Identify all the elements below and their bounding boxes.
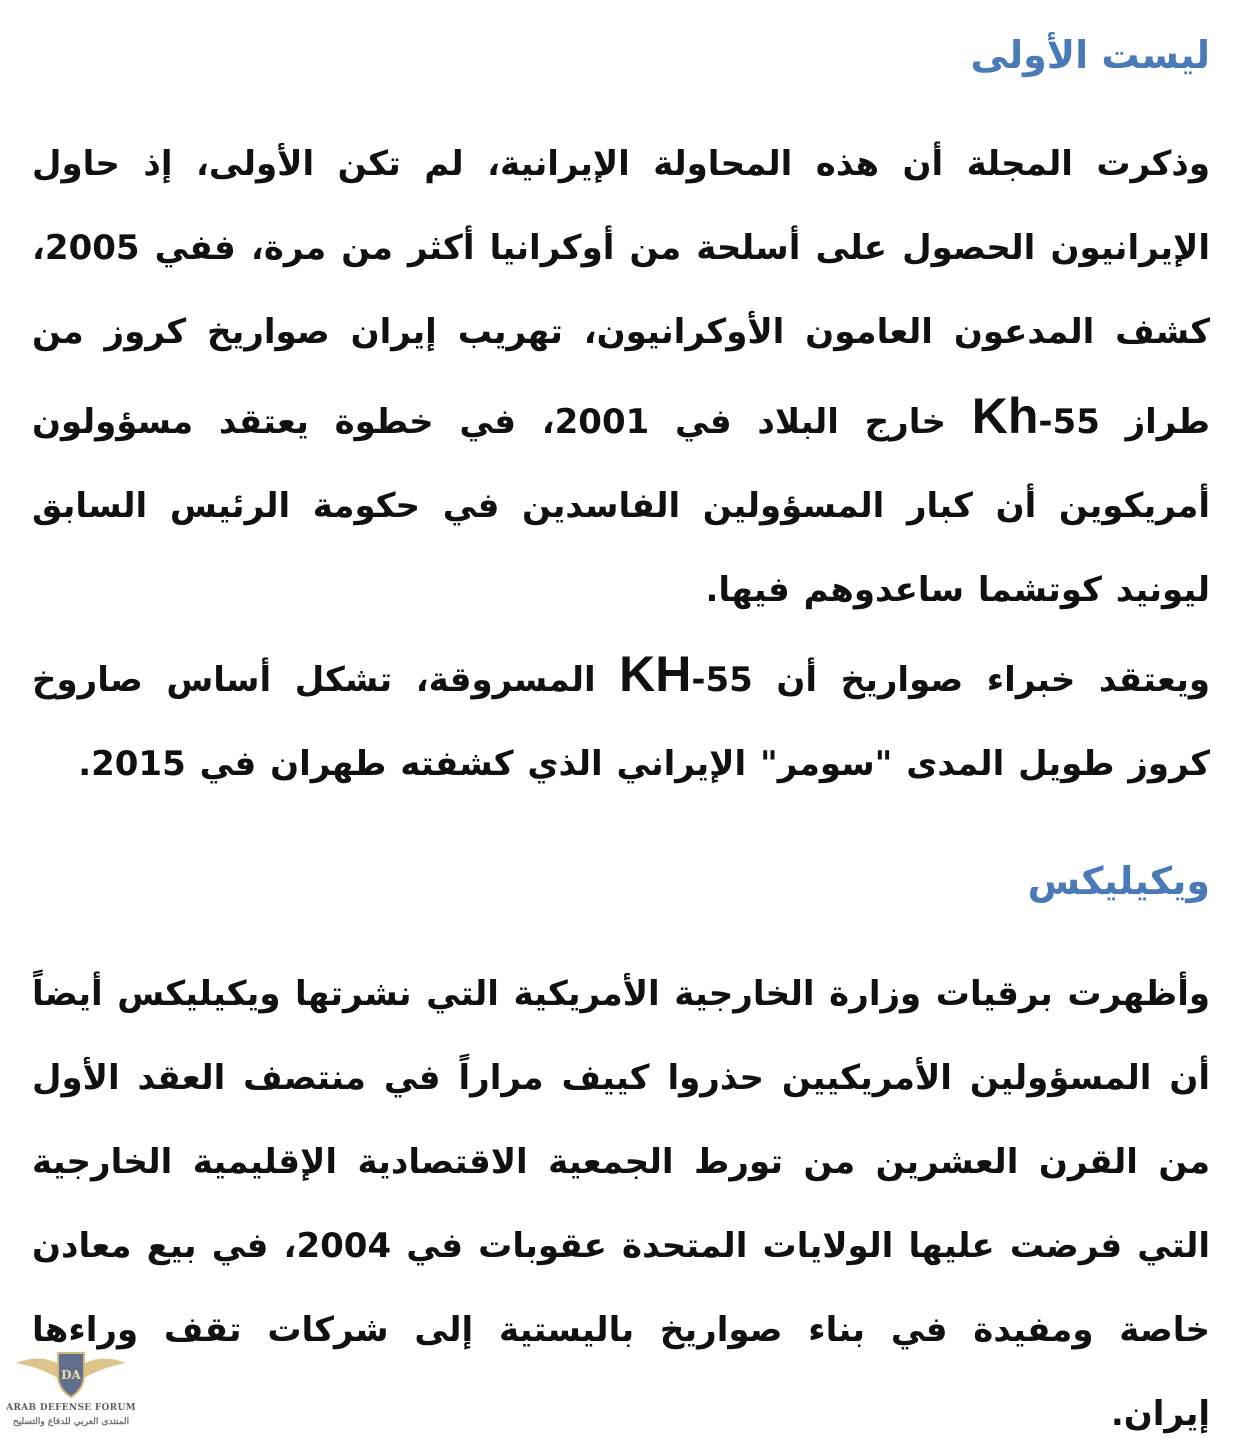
missile-code-kh-upper: KH (619, 646, 692, 702)
paragraph-1-text-b: خارج البلاد في 2001، في خطوة يعتقد مسؤولون أمريكوين أن كبار المسؤولين الفاسدين في حكومة الرئيس السابق ليونيد كوتشما ساعدوهم فيها. (32, 402, 1210, 610)
paragraph-2 (32, 632, 1210, 806)
paragraph-1-text-a: وذكرت المجلة أن هذه المحاولة الإيرانية، لم تكن الأولى، إذ حاول الإيرانيون الحصول على أسلحة من أوكرانيا أكثر من مرة، ففي 2005، كشف المدعون العامون الأوكرانيون، تهريب إيران صواريخ كروز من طراز 55- (32, 144, 1210, 442)
paragraph-2-text-b: المسروقة، تشكل أساس صاروخ كروز طويل المدى "سومر" الإيراني الذي كشفته طهران في 2015. (32, 660, 1210, 784)
paragraph-2-text-a: ويعتقد خبراء صواريخ أن 55- (691, 660, 1210, 700)
missile-code-kh: Kh (971, 388, 1039, 444)
article (32, 0, 1210, 1456)
paragraph-3: وأظهرت برقيات وزارة الخارجية الأمريكية التي نشرتها ويكيليكس أيضاً أن المسؤولين الأمريكيين حذروا كييف مراراً في منتصف العقد الأول من القرن العشرين من تورط الجمعية الاقتصادية الإقليمية الخارجية التي فرضت عليها الولايات المتحدة عقوبات في 2004، في بيع معادن خاصة ومفيدة في بناء صواريخ باليستية إلى شركات تقف وراءها إيران. (32, 974, 1211, 1434)
eagle-shield-icon (6, 1345, 136, 1405)
watermark-logo-letters: DA (61, 1368, 81, 1382)
watermark-name-ar: المنتدى العربي للدفاع والتسليح (12, 1417, 130, 1427)
watermark-name-en: ARAB DEFENSE FORUM (6, 1403, 136, 1413)
section-heading-wikileaks: ويكيليكس (1027, 859, 1210, 903)
forum-watermark (6, 1345, 136, 1435)
section-heading-first: ليست الأولى (970, 33, 1210, 77)
paragraph-1 (32, 122, 1210, 632)
